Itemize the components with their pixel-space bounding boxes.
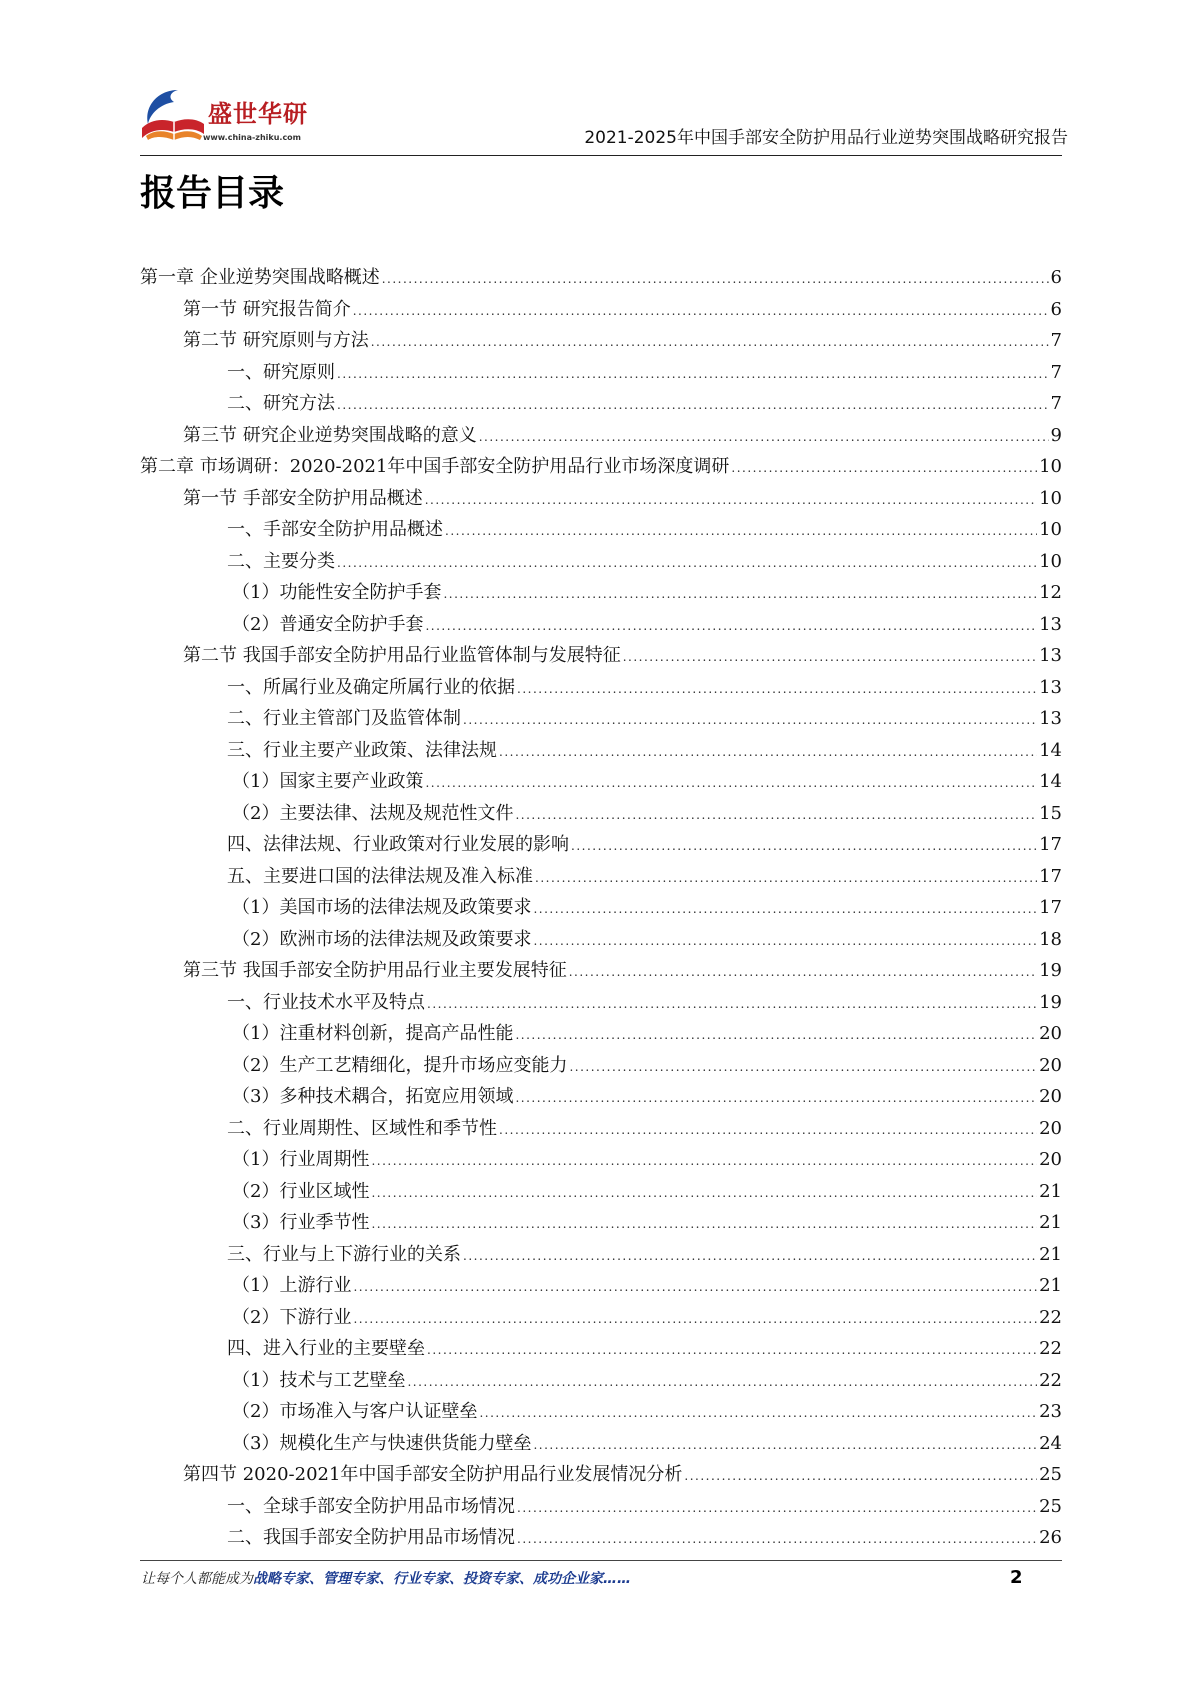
toc-entry-label: 五、主要进口国的法律法规及准入标准 <box>227 865 533 887</box>
toc-entry[interactable] <box>140 735 1062 767</box>
toc-leader-dots <box>571 831 1037 863</box>
toc-leader-dots <box>533 1430 1037 1462</box>
toc-entry-page: 20 <box>1039 1117 1062 1139</box>
toc-leader-dots <box>425 611 1037 643</box>
toc-entry-label: （2）生产工艺精细化，提升市场应变能力 <box>232 1054 568 1076</box>
toc-entry[interactable] <box>140 1522 1062 1554</box>
toc-entry-page: 15 <box>1039 802 1062 824</box>
toc-entry-label: （3）行业季节性 <box>232 1212 370 1233</box>
toc-entry-label: 二、行业周期性、区域性和季节性 <box>227 1117 497 1139</box>
toc-leader-dots <box>445 516 1037 548</box>
toc-entry-page: 21 <box>1039 1180 1062 1202</box>
toc-entry[interactable] <box>140 1491 1062 1523</box>
toc-entry-label: （1）行业周期性 <box>232 1149 370 1170</box>
toc-entry-page: 22 <box>1039 1306 1062 1328</box>
toc-entry-label: （1）功能性安全防护手套 <box>232 582 442 603</box>
toc-entry-label: （3）规模化生产与快速供货能力壁垒 <box>232 1432 532 1454</box>
toc-entry[interactable] <box>140 798 1062 830</box>
toc-entry[interactable] <box>140 1270 1062 1302</box>
toc-leader-dots <box>337 359 1049 391</box>
toc-entry[interactable] <box>140 451 1062 483</box>
toc-entry-label: （2）市场准入与客户认证壁垒 <box>232 1401 478 1422</box>
toc-leader-dots <box>731 453 1037 485</box>
toc-leader-dots <box>425 768 1037 800</box>
toc-entry-page: 24 <box>1039 1432 1062 1454</box>
toc-entry[interactable] <box>140 577 1062 609</box>
toc-entry[interactable] <box>140 546 1062 578</box>
toc-entry[interactable] <box>140 829 1062 861</box>
toc-entry-label: 一、全球手部安全防护用品市场情况 <box>227 1495 515 1517</box>
toc-entry-page: 7 <box>1050 330 1062 351</box>
toc-entry-page: 23 <box>1039 1401 1062 1422</box>
toc-entry-page: 20 <box>1039 1149 1062 1170</box>
toc-leader-dots <box>371 1209 1037 1241</box>
toc-entry-label: 三、行业主要产业政策、法律法规 <box>227 739 497 761</box>
toc-leader-dots <box>337 548 1037 580</box>
toc-leader-dots <box>371 1146 1037 1178</box>
toc-entry-page: 21 <box>1039 1212 1062 1233</box>
toc-entry-page: 10 <box>1039 456 1062 477</box>
toc-entry-label: 三、行业与上下游行业的关系 <box>227 1243 461 1265</box>
toc-entry-label: （2）普通安全防护手套 <box>232 613 424 635</box>
toc-entry-label: （1）美国市场的法律法规及政策要求 <box>232 897 532 918</box>
toc-entry[interactable] <box>140 1239 1062 1271</box>
toc-entry-label: （2）主要法律、法规及规范性文件 <box>232 802 514 824</box>
toc-leader-dots <box>427 1335 1037 1367</box>
toc-entry-label: （1）国家主要产业政策 <box>232 771 424 792</box>
toc-leader-dots <box>463 1241 1037 1273</box>
toc-entry[interactable] <box>140 640 1062 672</box>
toc-entry-label: 四、进入行业的主要壁垒 <box>227 1338 425 1359</box>
toc-entry-page: 21 <box>1039 1275 1062 1296</box>
toc-leader-dots <box>517 1493 1037 1525</box>
toc-leader-dots <box>499 737 1037 769</box>
toc-leader-dots <box>425 485 1037 517</box>
toc-entry[interactable] <box>140 1113 1062 1145</box>
toc-entry-page: 14 <box>1039 771 1062 792</box>
toc-entry-page: 13 <box>1039 708 1062 729</box>
toc-entry-page: 22 <box>1039 1369 1062 1391</box>
toc-leader-dots <box>479 422 1049 454</box>
toc-leader-dots <box>427 989 1037 1021</box>
toc-leader-dots <box>515 800 1037 832</box>
toc-leader-dots <box>623 642 1037 674</box>
toc-entry-label: 一、手部安全防护用品概述 <box>227 519 443 540</box>
toc-leader-dots <box>515 1020 1037 1052</box>
toc-leader-dots <box>479 1398 1037 1430</box>
toc-entry[interactable] <box>140 861 1062 893</box>
toc-entry[interactable] <box>140 924 1062 956</box>
toc-entry-page: 25 <box>1039 1495 1062 1517</box>
toc-entry-page: 19 <box>1039 991 1062 1013</box>
toc-leader-dots <box>353 1272 1037 1304</box>
toc-entry-page: 10 <box>1039 519 1062 540</box>
toc-leader-dots <box>382 264 1049 296</box>
report-title: 2021-2025年中国手部安全防护用品行业逆势突围战略研究报告 <box>584 128 1068 148</box>
toc-entry-page: 17 <box>1039 865 1062 887</box>
toc-leader-dots <box>337 390 1049 422</box>
toc-entry-label: 第二节 研究原则与方法 <box>183 330 369 351</box>
toc-entry-page: 20 <box>1039 1023 1062 1044</box>
toc-leader-dots <box>569 957 1037 989</box>
toc-entry-page: 10 <box>1039 550 1062 572</box>
toc-entry[interactable] <box>140 514 1062 546</box>
toc-entry-page: 17 <box>1039 897 1062 918</box>
toc-leader-dots <box>533 926 1037 958</box>
toc-entry-page: 12 <box>1039 582 1062 603</box>
toc-entry[interactable] <box>140 1176 1062 1208</box>
toc-entry[interactable] <box>140 325 1062 357</box>
toc-entry-page: 17 <box>1039 834 1062 855</box>
toc-leader-dots <box>684 1461 1037 1493</box>
toc-leader-dots <box>353 296 1049 328</box>
toc-leader-dots <box>463 705 1037 737</box>
toc-entry[interactable] <box>140 1333 1062 1365</box>
toc-entry[interactable] <box>140 1365 1062 1397</box>
table-of-contents <box>140 262 1062 1554</box>
toc-entry-page: 6 <box>1050 267 1062 288</box>
toc-entry-label: （2）下游行业 <box>232 1306 352 1328</box>
toc-entry-label: 一、所属行业及确定所属行业的依据 <box>227 676 515 698</box>
toc-entry-label: （1）注重材料创新，提高产品性能 <box>232 1023 514 1044</box>
toc-entry-label: （1）技术与工艺壁垒 <box>232 1369 406 1391</box>
toc-entry[interactable] <box>140 1050 1062 1082</box>
footer-slogan-prefix: 让每个人都能成为 <box>141 1571 253 1587</box>
toc-leader-dots <box>535 863 1037 895</box>
footer-divider <box>140 1560 1062 1561</box>
toc-entry-label: （2）欧洲市场的法律法规及政策要求 <box>232 928 532 950</box>
toc-leader-dots <box>371 1178 1037 1210</box>
toc-entry-page: 9 <box>1050 424 1062 446</box>
page-number: 2 <box>1010 1567 1023 1588</box>
toc-entry-label: （2）行业区域性 <box>232 1180 370 1202</box>
toc-leader-dots <box>443 579 1037 611</box>
toc-entry-label: 二、我国手部安全防护用品市场情况 <box>227 1527 515 1548</box>
toc-entry-page: 13 <box>1039 676 1062 698</box>
toc-entry[interactable] <box>140 262 1062 294</box>
toc-entry-label: 一、研究原则 <box>227 361 335 383</box>
toc-entry-label: （3）多种技术耦合，拓宽应用领域 <box>232 1086 514 1107</box>
toc-entry[interactable] <box>140 609 1062 641</box>
toc-entry-page: 26 <box>1039 1527 1062 1548</box>
toc-leader-dots <box>407 1367 1037 1399</box>
footer-slogan <box>141 1569 631 1589</box>
toc-leader-dots <box>515 1083 1037 1115</box>
toc-entry[interactable] <box>140 892 1062 924</box>
brand-name: 盛世华研 <box>208 100 308 128</box>
toc-leader-dots <box>517 1524 1037 1556</box>
toc-entry-page: 14 <box>1039 739 1062 761</box>
toc-entry-label: 四、法律法规、行业政策对行业发展的影响 <box>227 834 569 855</box>
toc-entry[interactable] <box>140 955 1062 987</box>
toc-entry-page: 13 <box>1039 645 1062 666</box>
toc-entry-page: 10 <box>1039 487 1062 509</box>
toc-entry-label: 第四节 2020-2021年中国手部安全防护用品行业发展情况分析 <box>183 1464 683 1485</box>
toc-entry-label: 一、行业技术水平及特点 <box>227 991 425 1013</box>
toc-entry-page: 19 <box>1039 960 1062 981</box>
toc-entry-page: 20 <box>1039 1054 1062 1076</box>
toc-entry-page: 25 <box>1039 1464 1062 1485</box>
toc-entry[interactable] <box>140 1207 1062 1239</box>
toc-entry-label: 第二节 我国手部安全防护用品行业监管体制与发展特征 <box>183 645 621 666</box>
brand-url: www.china-zhiku.com <box>203 133 302 142</box>
toc-entry[interactable] <box>140 1428 1062 1460</box>
toc-entry-page: 7 <box>1050 393 1062 414</box>
toc-entry-label: 二、研究方法 <box>227 393 335 414</box>
toc-entry-page: 7 <box>1050 361 1062 383</box>
toc-entry-page: 13 <box>1039 613 1062 635</box>
toc-leader-dots <box>371 327 1049 359</box>
toc-entry[interactable] <box>140 672 1062 704</box>
toc-leader-dots <box>353 1304 1037 1336</box>
toc-entry-page: 20 <box>1039 1086 1062 1107</box>
toc-leader-dots <box>499 1115 1037 1147</box>
toc-leader-dots <box>569 1052 1037 1084</box>
toc-entry-label: （1）上游行业 <box>232 1275 352 1296</box>
toc-entry[interactable] <box>140 1459 1062 1491</box>
toc-entry-page: 21 <box>1039 1243 1062 1265</box>
toc-entry[interactable] <box>140 294 1062 326</box>
toc-entry[interactable] <box>140 1018 1062 1050</box>
toc-entry-label: 第三节 我国手部安全防护用品行业主要发展特征 <box>183 960 567 981</box>
toc-entry[interactable] <box>140 1396 1062 1428</box>
toc-entry-label: 二、行业主管部门及监管体制 <box>227 708 461 729</box>
toc-leader-dots <box>533 894 1037 926</box>
footer-slogan-highlight: 战略专家、管理专家、行业专家、投资专家、成功企业家…… <box>253 1571 631 1587</box>
toc-entry-page: 18 <box>1039 928 1062 950</box>
toc-entry[interactable] <box>140 766 1062 798</box>
toc-entry[interactable] <box>140 703 1062 735</box>
toc-entry-page: 6 <box>1050 298 1062 320</box>
toc-entry-label: 第三节 研究企业逆势突围战略的意义 <box>183 424 477 446</box>
toc-entry-label: 第一节 研究报告简介 <box>183 298 351 320</box>
toc-entry-label: 第一节 手部安全防护用品概述 <box>183 487 423 509</box>
toc-entry[interactable] <box>140 1081 1062 1113</box>
toc-entry[interactable] <box>140 357 1062 389</box>
toc-entry[interactable] <box>140 987 1062 1019</box>
toc-entry[interactable] <box>140 388 1062 420</box>
toc-entry[interactable] <box>140 1144 1062 1176</box>
header-divider <box>140 155 1062 156</box>
toc-leader-dots <box>517 674 1037 706</box>
toc-entry[interactable] <box>140 483 1062 515</box>
toc-entry[interactable] <box>140 420 1062 452</box>
toc-entry-page: 22 <box>1039 1338 1062 1359</box>
toc-entry-label: 第二章 市场调研：2020-2021年中国手部安全防护用品行业市场深度调研 <box>140 456 730 477</box>
toc-entry-label: 二、主要分类 <box>227 550 335 572</box>
toc-entry-label: 第一章 企业逆势突围战略概述 <box>140 267 380 288</box>
toc-entry[interactable] <box>140 1302 1062 1334</box>
page-title: 报告目录 <box>140 173 285 214</box>
